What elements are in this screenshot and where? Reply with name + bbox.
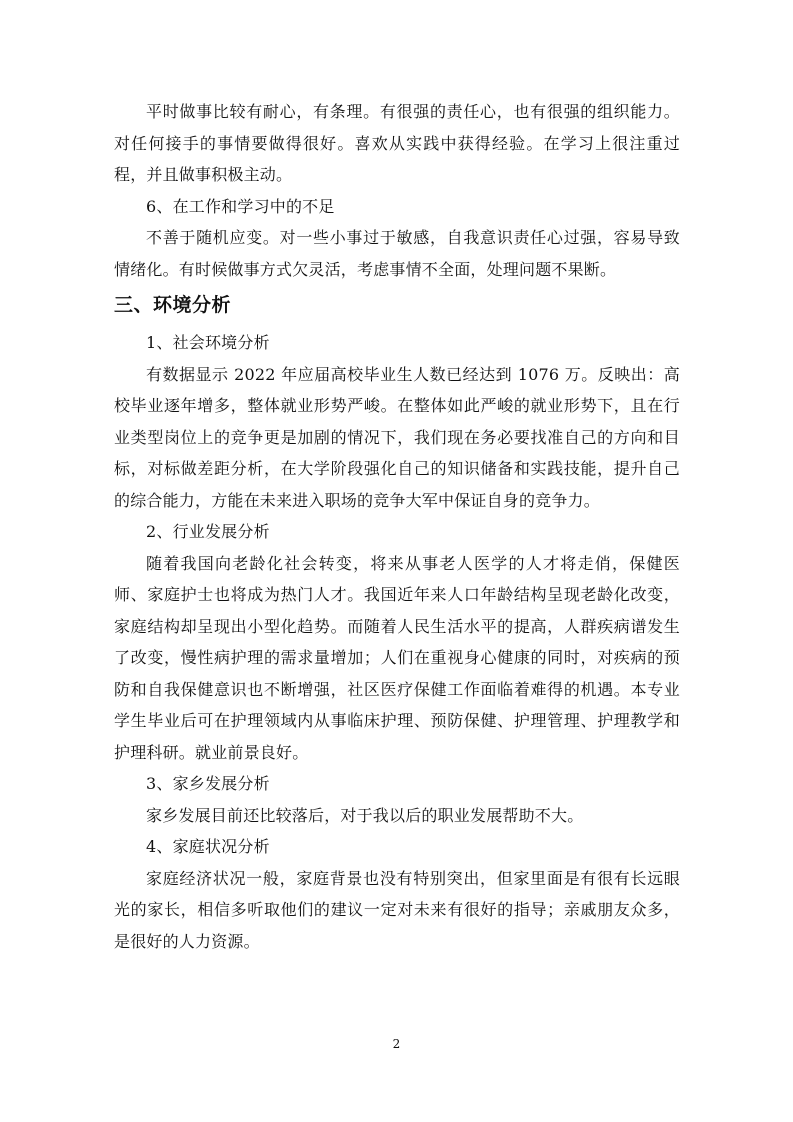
- subheading-shortcomings: 6、在工作和学习中的不足: [146, 196, 335, 216]
- subheading-hometown-development: 3、家乡发展分析: [146, 774, 270, 793]
- subheading-family-situation: 4、家庭状况分析: [146, 837, 270, 856]
- family-situation-paragraph: 家庭经济状况一般，家庭背景也没有特别突出，但家里面是有很有长远眼光的家长，相信多听取他们的建议一定对未来有很好的指导；亲戚朋友众多，是很好的人力资源。: [114, 868, 680, 951]
- industry-development-paragraph: 随着我国向老龄化社会转变，将来从事老人医学的人才将走俏，保健医师、家庭护士也将成为热门人才。我国近年来人口年龄结构呈现老龄化改变，家庭结构却呈现出小型化趋势。而随着人民生活水平的提高，人群疾病谱发生了改变，慢性病护理的需求量增加；人们在重视身心健康的同时，对疾病的预防和自我保健意识也不断增强，社区医疗保健工作面临着难得的机遇。本专业学生毕业后可在护理领域内从事临床护理、预防保健、护理管理、护理教学和护理科研。就业前景良好。: [114, 553, 680, 762]
- personality-strengths-paragraph: 平时做事比较有耐心，有条理。有很强的责任心，也有很强的组织能力。对任何接手的事情要做得很好。喜欢从实践中获得经验。在学习上很注重过程，并且做事积极主动。: [114, 102, 680, 184]
- page-number: 2: [392, 1037, 401, 1051]
- document-body: [114, 96, 680, 957]
- social-environment-paragraph: 有数据显示 2022 年应届高校毕业生人数已经达到 1076 万。反映出：高校毕业逐年增多，整体就业形势严峻。在整体如此严峻的就业形势下，且在行业类型岗位上的竞争更是加剧的情况下，我们现在务必要找准自己的方向和目标，对标做差距分析，在大学阶段强化自己的知识储备和实践技能，提升自己的综合能力，方能在未来进入职场的竞争大军中保证自身的竞争力。: [114, 364, 680, 510]
- subheading-social-environment: 1、社会环境分析: [146, 333, 270, 352]
- hometown-development-paragraph: 家乡发展目前还比较落后，对于我以后的职业发展帮助不大。: [146, 805, 584, 825]
- section-heading-environment-analysis: 三、环境分析: [114, 294, 232, 316]
- subheading-industry-development: 2、行业发展分析: [146, 522, 270, 541]
- shortcomings-paragraph: 不善于随机应变。对一些小事过于敏感，自我意识责任心过强，容易导致情绪化。有时候做事方式欠灵活，考虑事情不全面，处理问题不果断。: [114, 228, 680, 279]
